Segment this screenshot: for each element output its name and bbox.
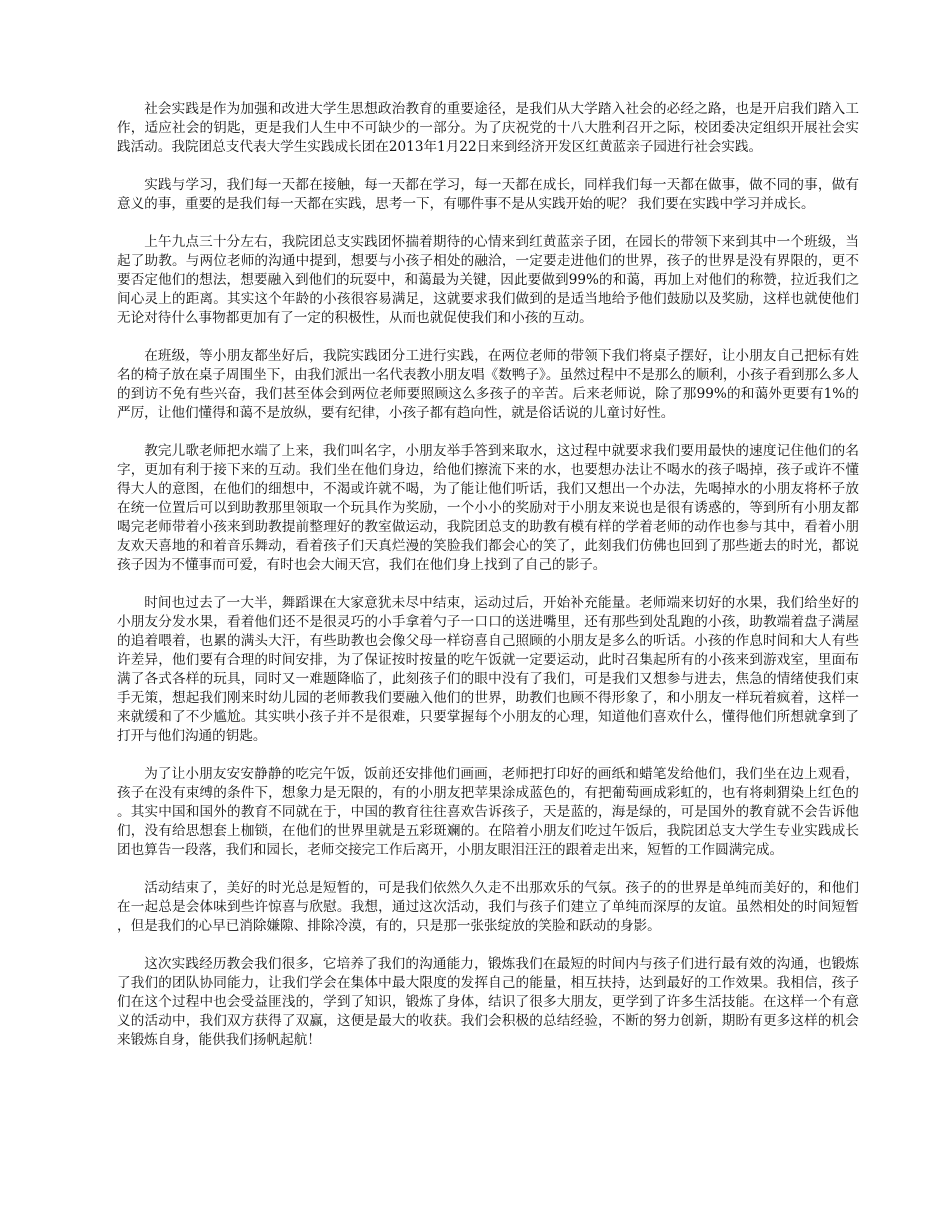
paragraph-fruit-and-playroom: 时间也过去了一大半，舞蹈课在大家意犹未尽中结束，运动过后，开始补充能量。老师端来切好的水果，我们给坐好的小朋友分发水果，看着他们还不是很灵巧的小手拿着勺子一口口的送进嘴里，还有那些到处乱跑的小孩，助教端着盘子满屋的追着喂着，也累的满头大汗，有些助教也会像父母一样窃喜自己照顾的小朋友是多么的听话。小孩的作息时间和大人有些许差异，他们要有合理的时间安排，为了保证按时按量的吃午饭就一定要运动，此时召集起所有的小孩来到游戏室，里面布满了各式各样的玩具，同时又一难题降临了，此刻孩子们的眼中没有了我们，可是我们又想参与进去，焦急的情绪使我们束手无策，想起我们刚来时幼儿园的老师教我们要融入他们的世界，助教们也顾不得形象了，和小朋友一样玩着疯着，这样一来就缓和了不少尴尬。其实哄小孩子并不是很难，只要掌握每个小朋友的心理，知道他们喜欢什么，懂得他们所想就拿到了打开与他们沟通的钥匙。 <box>117 595 859 744</box>
paragraph-intro: 社会实践是作为加强和改进大学生思想政治教育的重要途径，是我们从大学踏入社会的必经之路，也是开启我们踏入工作，适应社会的钥匙，更是我们人生中不可缺少的一部分。为了庆祝党的十八大胜利召开之际，校团委决定组织开展社会实践活动。我院团总支代表大学生实践成长团在2013年1月22日来到经济开发区红黄蓝亲子园进行社会实践。 <box>117 101 859 155</box>
paragraph-conclusion: 这次实践经历教会我们很多，它培养了我们的沟通能力，锻炼我们在最短的时间内与孩子们进行最有效的沟通，也锻炼了我们的团队协同能力，让我们学会在集体中最大限度的发挥自己的能量，相互扶持，达到最好的工作效果。我相信，孩子们在这个过程中也会受益匪浅的，学到了知识，锻炼了身体，结识了很多大朋友，更学到了许多生活技能。在这样一个有意义的活动中，我们双方获得了双赢，这便是最大的收获。我们会积极的总结经验，不断的努力创新，期盼有更多这样的机会来锻炼自身，能供我们扬帆起航！ <box>117 956 859 1048</box>
paragraph-water-and-dance: 教完儿歌老师把水端了上来，我们叫名字，小朋友举手答到来取水，这过程中就要求我们要用最快的速度记住他们的名字，更加有利于接下来的互动。我们坐在他们身边，给他们擦流下来的水，也要想办法让不喝水的孩子喝掉，孩子或许不懂得大人的意图，在他们的细想中，不渴或许就不喝，为了能让他们听话，我们又想出一个办法，先喝掉水的小朋友将杯子放在统一位置后可以到助教那里领取一个玩具作为奖励，一个小小的奖励对于小朋友来说也是很有诱惑的，等到所有小朋友都喝完老师带着小孩来到助教提前整理好的教室做运动，我院团总支的助教有模有样的学着老师的动作也参与其中，看着小朋友欢天喜地的和着音乐舞动，看着孩子们天真烂漫的笑脸我们都会心的笑了，此刻我们仿佛也回到了那些逝去的时光，都说孩子因为不懂事而可爱，有时也会大闹天宫，我们在他们身上找到了自己的影子。 <box>117 443 859 573</box>
paragraph-drawing-and-lunch: 为了让小朋友安安静静的吃完午饭，饭前还安排他们画画，老师把打印好的画纸和蜡笔发给他们，我们坐在边上观看，孩子在没有束缚的条件下，想象力是无限的，有的小朋友把苹果涂成蓝色的，有把葡萄画成彩虹的，也有将刺猬染上红色的。其实中国和国外的教育不同就在于，中国的教育往往喜欢告诉孩子，天是蓝的，海是绿的，可是国外的教育就不会告诉他们，没有给思想套上枷锁，在他们的世界里就是五彩斑斓的。在陪着小朋友们吃过午饭后，我院团总支大学生专业实践成长团也算告一段落，我们和园长，老师交接完工作后离开，小朋友眼泪汪汪的跟着走出来，短暂的工作圆满完成。 <box>117 766 859 858</box>
paragraph-practice-and-learning: 实践与学习，我们每一天都在接触，每一天都在学习，每一天都在成长，同样我们每一天都在做事，做不同的事，做有意义的事，重要的是我们每一天都在实践，思考一下，有哪件事不是从实践开始的呢？ 我们要在实践中学习并成长。 <box>117 177 859 212</box>
paragraph-morning-arrival: 上午九点三十分左右，我院团总支实践团怀揣着期待的心情来到红黄蓝亲子团，在园长的带领下来到其中一个班级，当起了助教。与两位老师的沟通中提到，想要与小孩子相处的融洽，一定要走进他们的世界，孩子的世界是没有界限的，更不要否定他们的想法，想要融入到他们的玩耍中，和蔼最为关键，因此要做到99%的和蔼，再加上对他们的称赞，拉近我们之间心灵上的距离。其实这个年龄的小孩很容易满足，这就要求我们做到的是适当地给予他们鼓励以及奖励，这样也就使他们无论对待什么事物都更加有了一定的积极性，从而也就促使我们和小孩的互动。 <box>117 234 859 326</box>
paragraph-activity-end: 活动结束了，美好的时光总是短暂的，可是我们依然久久走不出那欢乐的气氛。孩子的的世界是单纯而美好的，和他们在一起总是会体味到些许惊喜与欣慰。我想，通过这次活动，我们与孩子们建立了单纯而深厚的友谊。虽然相处的时间短暂，但是我们的心早已消除嫌隙、排除冷漠，有的，只是那一张张绽放的笑脸和跃动的身影。 <box>117 880 859 934</box>
document-body <box>117 100 859 1069</box>
paragraph-classroom: 在班级，等小朋友都坐好后，我院实践团分工进行实践，在两位老师的带领下我们将桌子摆好，让小朋友自己把标有姓名的椅子放在桌子周围坐下，由我们派出一名代表教小朋友唱《数鸭子》。虽然过程中不是那么的顺利，小孩子看到那么多人的到访不免有些兴奋，我们甚至体会到两位老师要照顾这么多孩子的辛苦。后来老师说，除了那99%的和蔼外更要有1%的严厉，让他们懂得和蔼不是放纵，要有纪律，小孩子都有趋向性，就是俗话说的儿童讨好性。 <box>117 348 859 421</box>
